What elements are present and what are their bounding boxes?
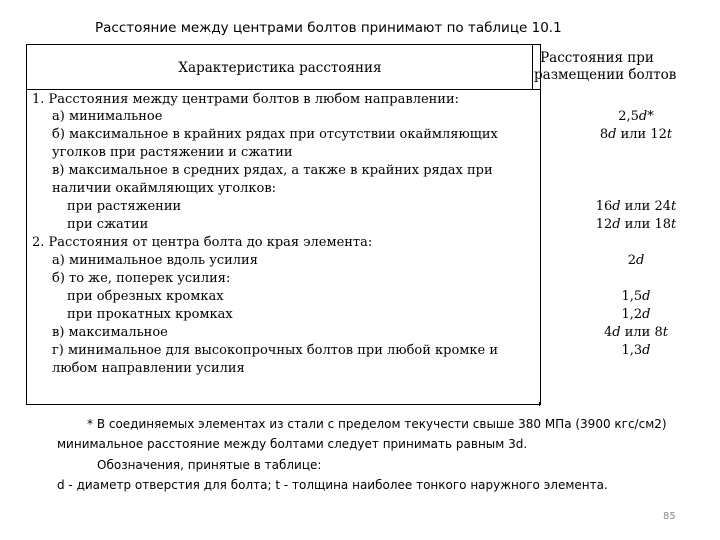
table-cell-characteristic: в) максимальное в средних рядах, а также в крайних рядах при [52,163,493,178]
table-row [30,180,670,198]
table-row [30,324,670,342]
distance-part: 2 [627,253,636,268]
table-header-distances-line2: размещении болтов [534,67,677,83]
table-header-distances [534,50,677,84]
distance-part: 1,2 [621,307,643,322]
table-row [30,108,670,126]
table-cell-characteristic: 1. Расстояния между центрами болтов в любом направлении: [32,92,460,107]
footnote-line-3: Обозначения, принятые в таблице: [97,458,322,472]
distance-part: d [638,109,648,124]
table-cell-characteristic: б) максимальное в крайних рядах при отсутствии окаймляющих [52,127,498,142]
table-cell-characteristic: при прокатных кромках [67,307,233,322]
distance-part: * [647,109,654,124]
table-cell-distance [552,108,720,126]
distance-part: 16 [595,199,613,214]
table-cell-characteristic: а) минимальное вдоль усилия [52,253,258,268]
table-row [30,91,670,109]
table-row [30,162,670,180]
table-cell-distance [552,252,720,270]
table-cell-characteristic: любом направлении усилия [52,361,245,376]
table-header-distances-line1: Расстояния при [540,50,654,66]
table-cell-distance [552,288,720,306]
slide-title: Расстояние между центрами болтов принимают по таблице 10.1 [95,20,562,36]
table-row [30,288,670,306]
table-row [30,270,670,288]
distance-part: 4 [604,325,613,340]
table-cell-characteristic: при сжатии [67,217,149,232]
table-cell-characteristic: 2. Расстояния от центра болта до края элемента: [32,235,373,250]
table-cell-distance [552,198,720,216]
table-cell-characteristic: при обрезных кромках [67,289,224,304]
distance-part: t [671,199,677,214]
table-cell-characteristic: в) максимальное [52,325,168,340]
table-cell-characteristic: г) минимальное для высокопрочных болтов при любой кромке и [52,343,499,358]
table-row [30,216,677,234]
distance-part: d [612,199,621,214]
table-cell-distance [552,216,720,234]
distance-part: 8 [599,127,609,142]
distance-part: t [662,325,668,340]
table-header-characteristic: Характеристика расстояния [178,60,382,76]
distance-part: или 8 [620,325,663,340]
table-cell-distance [552,126,720,144]
page-number: 85 [663,511,676,522]
table-row [30,234,670,252]
table-row [30,252,670,270]
footnote-line-1: * В соединяемых элементах из стали с пределом текучести свыше 380 МПа (3900 кгс/см2) [87,417,667,431]
table-cell-characteristic: уголков при растяжении и сжатии [52,145,293,160]
distance-part: d [608,127,617,142]
distance-part: или 18 [620,217,672,232]
distance-part: 1,5 [621,289,643,304]
footnote-line-4: d - диаметр отверстия для болта; t - толщина наиболее тонкого наружного элемента. [57,478,608,492]
table-row [30,126,673,144]
header-divider-horizontal [26,89,541,90]
table-corner-tick [539,402,540,406]
distance-part: 1,3 [621,343,643,358]
distance-part: d [635,253,645,268]
header-divider-vertical [532,44,533,90]
distance-part: d [612,325,621,340]
table-cell-characteristic: б) то же, поперек усилия: [52,271,231,286]
table-row [30,360,670,378]
distance-part: или 24 [620,199,672,214]
distance-part: 12 [595,217,613,232]
distance-part: 2,5 [618,109,639,124]
distance-part: t [671,217,677,232]
table-row [30,198,677,216]
table-cell-characteristic: наличии окаймляющих уголков: [52,181,277,196]
table-row [30,306,670,324]
table-row [30,342,670,360]
table-cell-characteristic: а) минимальное [52,109,163,124]
distance-part: или 12 [616,127,667,142]
footnote-line-2: минимальное расстояние между болтами следует принимать равным 3d. [57,437,528,451]
distance-part: d [642,307,651,322]
table-cell-distance [552,324,720,342]
table-cell-distance [552,306,720,324]
table-row [30,144,670,162]
distance-part: d [612,217,621,232]
distance-part: t [666,127,673,142]
table-cell-distance [552,342,720,360]
distance-part: d [642,343,651,358]
table-cell-characteristic: при растяжении [67,199,182,214]
distance-part: d [642,289,651,304]
